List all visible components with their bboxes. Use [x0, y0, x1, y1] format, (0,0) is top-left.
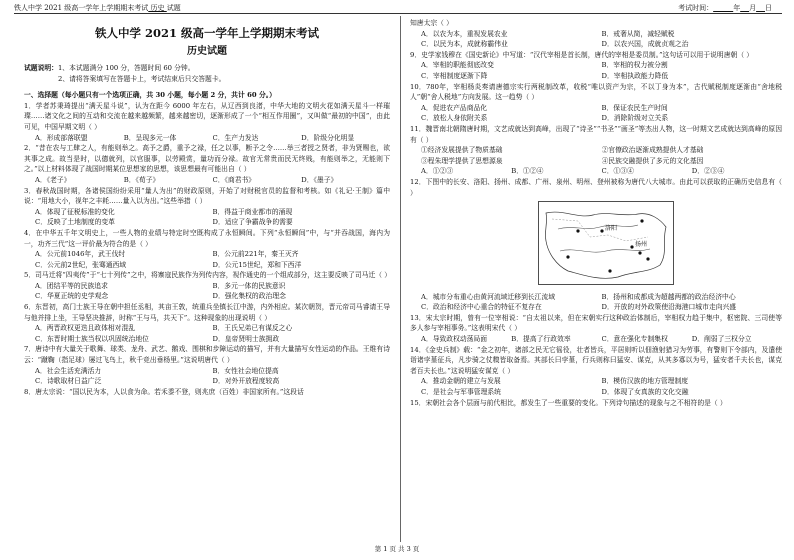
- answer-option: D．对外开放程度较高: [212, 377, 280, 386]
- question-stem: 6．东晋初，高门士族王导在朝中担任丞相，其亩王敦，统重兵坐镇长江中游，内外相应。某次朝贺，晋元帝司马睿请王导与他并排上坐，王导坚决推辞，时称“王与马，共天下”。这种现象的出现说明（ ）: [24, 303, 390, 322]
- option-row: [410, 302, 782, 313]
- option-row: [410, 39, 782, 50]
- answer-option: C．政治和经济中心重合的特征不复存在: [421, 303, 542, 312]
- answer-option: C．《商君书》: [212, 175, 256, 184]
- question-stem: 知唐太宗（ ）: [410, 19, 453, 27]
- answer-option: D．阶级分化明显: [301, 133, 355, 142]
- question-stem: 7．唐诗中有大量关于歌舞、球类、龙舟、武艺、鹅戏、围棋和步障运动的描写，并有大量描写女性运动的作品。王维有诗云：“蹴鞠（指足球）屡过飞鸟上，秋千竞出垂杨里。”这说明唐代（ ）: [24, 345, 390, 365]
- answer-option: A．社会生活充满活力: [35, 366, 102, 375]
- option-row: [410, 166, 782, 177]
- answer-option: C．放松人身依附关系: [421, 114, 488, 123]
- map-label-yangzhou: 扬州: [635, 241, 648, 249]
- option-row: [410, 103, 782, 114]
- city-dot: [576, 229, 579, 232]
- question-stem: 11．魏晋南北朝隋唐时期，文艺成就达到高峰，出现了“诗圣”“书圣”“画圣”等杰出人物，这一时期文艺成就达到高峰的原因有（ ）: [410, 124, 782, 144]
- answer-option: B．多元一体的民族意识: [212, 281, 286, 290]
- answer-option: B．戒奢从简，减轻赋税: [601, 29, 675, 38]
- option-row: [24, 281, 390, 292]
- right-question-list: [410, 18, 782, 408]
- city-dot: [600, 229, 603, 232]
- question-stem: 4．在中华五千年文明史上，一些人物的业绩与特定时空既构成了永恒瞬间。下列“永恒瞬间”中，与“并吞战国，海内为一，功齐三代”这一评价最为符合的是（ ）: [24, 228, 390, 248]
- question-stem: 1．学者苏秉琦提出“满天星斗说”，认为在距今 6000 年左右，从辽西到良渚，中华大地的文明火花如满天星斗一样璀璨……诸文化之间的互动和交流在越来越频繁，越来越密切，逐渐形成了一个“相互作用圈”，又叫做“最初的中国”，由此可见，中国早期文明（ ）: [24, 101, 390, 131]
- answer-option: C．反映了土地制度的变革: [35, 218, 115, 227]
- answer-option: C．诗歌取材日益广泛: [35, 377, 102, 386]
- answer-option: ①经济发展提供了物质基础: [421, 146, 503, 155]
- answer-option: D．开放的对外政策使沿海港口城市走向兴盛: [601, 303, 737, 312]
- header-right: [678, 3, 772, 13]
- answer-option: B．提高了行政效率: [511, 335, 571, 344]
- option-row: [24, 366, 390, 377]
- left-question-list: [24, 101, 390, 398]
- answer-option: B．宰相的权力被分割: [601, 61, 668, 70]
- option-row: [410, 334, 782, 345]
- answer-option: B．王氏兄弟已有谋反之心: [212, 324, 293, 333]
- answer-option: A．推动金朝的建立与发展: [421, 377, 501, 386]
- tang-cities-map: [538, 201, 674, 285]
- option-row: [410, 113, 782, 124]
- question-stem: 3．春秋战国时期，各诸侯国纷纷采用“量人为出”的财政原则，开始了对财税官员的监督和考核。如《礼记·王制》篇中说：“用地大小，视年之丰耗……量入以为出。”这些举措（ ）: [24, 186, 390, 206]
- answer-option: A．公元前1046年，武王伐纣: [35, 250, 126, 259]
- option-row: [24, 376, 390, 387]
- answer-option: C．东晋时期士族当权以巩固统治地位: [35, 334, 149, 343]
- instructions: [24, 63, 390, 74]
- header-day: 日: [765, 4, 772, 12]
- option-row: [24, 133, 390, 144]
- header-year: 年: [733, 4, 741, 12]
- option-row: [410, 156, 782, 167]
- answer-option: C．①③④: [601, 167, 634, 176]
- header-rule: [14, 13, 782, 14]
- answer-option: D．《墨子》: [301, 175, 338, 184]
- option-row: [24, 217, 390, 228]
- answer-option: D．适应了争霸战争的需要: [212, 218, 293, 227]
- answer-option: A．以农为本，重视发展农业: [421, 29, 508, 38]
- answer-option: A．两晋政权更迭且政体相对混乱: [35, 324, 136, 333]
- option-row: [410, 29, 782, 40]
- answer-option: D．②③④: [691, 167, 725, 176]
- answer-option: A．①②③: [421, 167, 454, 176]
- answer-option: B．公元前221年，秦王灭齐: [212, 250, 299, 259]
- header-exam-name: 铁人中学 2021 级高一学年上学期期末考试: [14, 4, 149, 12]
- city-dot: [640, 219, 643, 222]
- answer-option: D．消除阶级对立关系: [601, 114, 669, 123]
- map-label-luoyang: 洛阳: [605, 225, 618, 233]
- answer-option: A．城市分布重心由黄河流域迁移到长江流域: [421, 292, 556, 301]
- answer-option: B．呈现多元一体: [123, 133, 177, 142]
- exam-title: 铁人中学 2021 级高一学年上学期期末考试: [94, 26, 319, 40]
- header-subject: 历史: [150, 4, 165, 12]
- header-month: 月: [749, 4, 757, 12]
- question-stem: 14．《金史兵制》载：“金之初年，诸部之民无它徭役，壮者皆兵，平居则听以佃渔射猎习为劳事，有警则下令部内，及遣使诣诸孛堇征兵，凡步骑之仗糗皆取备焉。其部长曰孛堇，行兵则称曰猛安、谋克，从其多寡以为号，猛安者千夫长也，谋克者百夫长也。”这说明猛安谋克（ ）: [410, 345, 782, 375]
- option-row: [24, 249, 390, 260]
- answer-option: B．得益于商业都市的涌现: [212, 207, 293, 216]
- answer-option: B．《荀子》: [123, 175, 160, 184]
- exam-subtitle: 历史试题: [187, 46, 227, 57]
- city-dot: [566, 255, 569, 258]
- question-stem: 15．宋朝社会各个层面与前代相比，都发生了一些重要的变化。下列诗句描述的现象与之不相符的是（ ）: [410, 398, 727, 407]
- answer-option: D．削弱了三权分立: [691, 335, 752, 344]
- answer-option: A．《老子》: [35, 175, 71, 184]
- option-row: [24, 323, 390, 334]
- city-dot: [638, 251, 641, 254]
- answer-option: C．以民为本，成就称霸伟业: [421, 40, 508, 49]
- option-row: [24, 207, 390, 218]
- left-column: [24, 22, 390, 397]
- question-stem: 2．“昔在农与工肆之人，有能则举之。高予之爵，重予之禄，任之以事，断予之令……举三者授之贤者，非为贤赐也，欲其事之成。故当是时，以德就列，以官服事，以劳殿赏，量功而分禄。故官无常贵而民无终贱，有能则举之，无能则下之。”以上材料体现了战国时期某位思想家的思想，该思想最有可能出自（ ）: [24, 144, 390, 174]
- header-left: [14, 3, 181, 13]
- answer-option: B．①②④: [511, 167, 544, 176]
- answer-option: C．宰相制度逐渐下降: [421, 71, 488, 80]
- answer-option: A．宰相的职能彻底改变: [421, 61, 494, 70]
- answer-option: ③程朱理学提供了思想源泉: [421, 156, 503, 165]
- column-divider: [400, 16, 401, 542]
- question-stem: 13．宋太宗时期，曾有一位宰相说：“自太祖以来，但在宋朝实行这种政治体制后，宰相权力趋于集中，枢密院、三司使等多人参与宰相事务。”这表明宋代（ ）: [410, 313, 782, 333]
- question-stem: 9．史学家钱穆在《国史新论》中写道：“汉代宰相是首长制，唐代的宰相是委员制。”这句话可以用于说明唐朝（ ）: [410, 50, 754, 59]
- answer-option: ②官僚政治逐渐成熟提供人才基础: [601, 146, 704, 155]
- right-column: [410, 18, 782, 408]
- option-row: [410, 145, 782, 156]
- instructions-line2: 2、请将答案填写在答题卡上，考试结束后只交答题卡。: [58, 74, 226, 83]
- answer-option: D．皇帝贤明士族拥政: [212, 334, 280, 343]
- answer-option: D．宰相执政能力降低: [601, 71, 669, 80]
- question-stem: 5．司马迁将“四夷传”于“七十列传”之中，将寨寇民族作为列传内容，视作通史的一个组成部分，这主要反映了司马迁（ ）: [24, 271, 392, 280]
- answer-option: A．体现了征税标准的变化: [35, 207, 115, 216]
- option-row: [410, 60, 782, 71]
- city-dot: [608, 269, 611, 272]
- page-footer: 第 1 页 共 3 页: [374, 545, 420, 553]
- answer-option: C．是社会与军事管理系统: [421, 388, 501, 397]
- answer-option: A．团结平等的民族追求: [35, 281, 108, 290]
- header-suffix: 试题: [166, 4, 181, 12]
- answer-option: A．导致政权动荡局面: [421, 335, 488, 344]
- option-row: [24, 334, 390, 345]
- answer-option: B．保证农民生产时间: [601, 103, 668, 112]
- option-row: [410, 376, 782, 387]
- option-row: [410, 292, 782, 303]
- question-stem: 8．唐太宗说：“国以民为本，人以食为命。若禾黍不登，则兆庶（百姓）非国家所有。”这段话: [24, 387, 304, 396]
- instructions-line1: 1、本试题满分 100 分，答题时间 60 分钟。: [57, 64, 195, 72]
- section-heading: 一、选择题（每小题只有一个选项正确，共 30 小题，每小题 2 分，共计 60 分。）: [24, 91, 276, 100]
- answer-option: C．意在强化专制集权: [601, 335, 668, 344]
- city-dot: [646, 257, 649, 260]
- question-stem: 10．780年，宰相杨炎奏请唐德宗实行两税制改革，收税“唯以资产为宗，不以丁身为本”，古代赋税制度逐渐由“舍地税人”朝“舍人税地”方向发展。这一趋势（ ）: [410, 82, 782, 102]
- option-row: [24, 175, 390, 186]
- answer-option: A．形成部落联盟: [35, 133, 88, 142]
- answer-option: D．体现了女真族的文化交融: [601, 388, 689, 397]
- answer-option: C．华夏正统的史学观念: [35, 292, 109, 301]
- header-time-label: 考试时间：: [678, 4, 714, 12]
- answer-option: B．模仿汉族的地方管理制度: [601, 377, 689, 386]
- option-row: [24, 291, 390, 302]
- instructions-label: 试题说明：: [24, 64, 58, 72]
- answer-option: D．以农兴国，成就贞观之治: [601, 40, 689, 49]
- answer-option: B．扬州和成都成为超越两都的政治经济中心: [601, 292, 736, 301]
- answer-option: A．促进农产品商品化: [421, 103, 488, 112]
- answer-option: D．强化集权的政治理念: [212, 292, 286, 301]
- answer-option: C．公元前2世纪，张骞通西域: [35, 260, 127, 269]
- answer-option: ④民族交融提供了多元的文化基因: [601, 156, 704, 165]
- option-row: [24, 260, 390, 271]
- city-dot: [630, 245, 633, 248]
- answer-option: D．公元15世纪，郑和下西洋: [212, 260, 302, 269]
- option-row: [410, 387, 782, 398]
- answer-option: B．女性社会地位提高: [212, 366, 279, 375]
- question-stem: 12．下图中的长安、洛阳、扬州、成都、广州、泉州、明州、登州被称为唐代八大城市。由此可以获取的正确历史信息有（ ）: [410, 177, 782, 197]
- option-row: [410, 71, 782, 82]
- answer-option: C．生产力发达: [212, 133, 259, 142]
